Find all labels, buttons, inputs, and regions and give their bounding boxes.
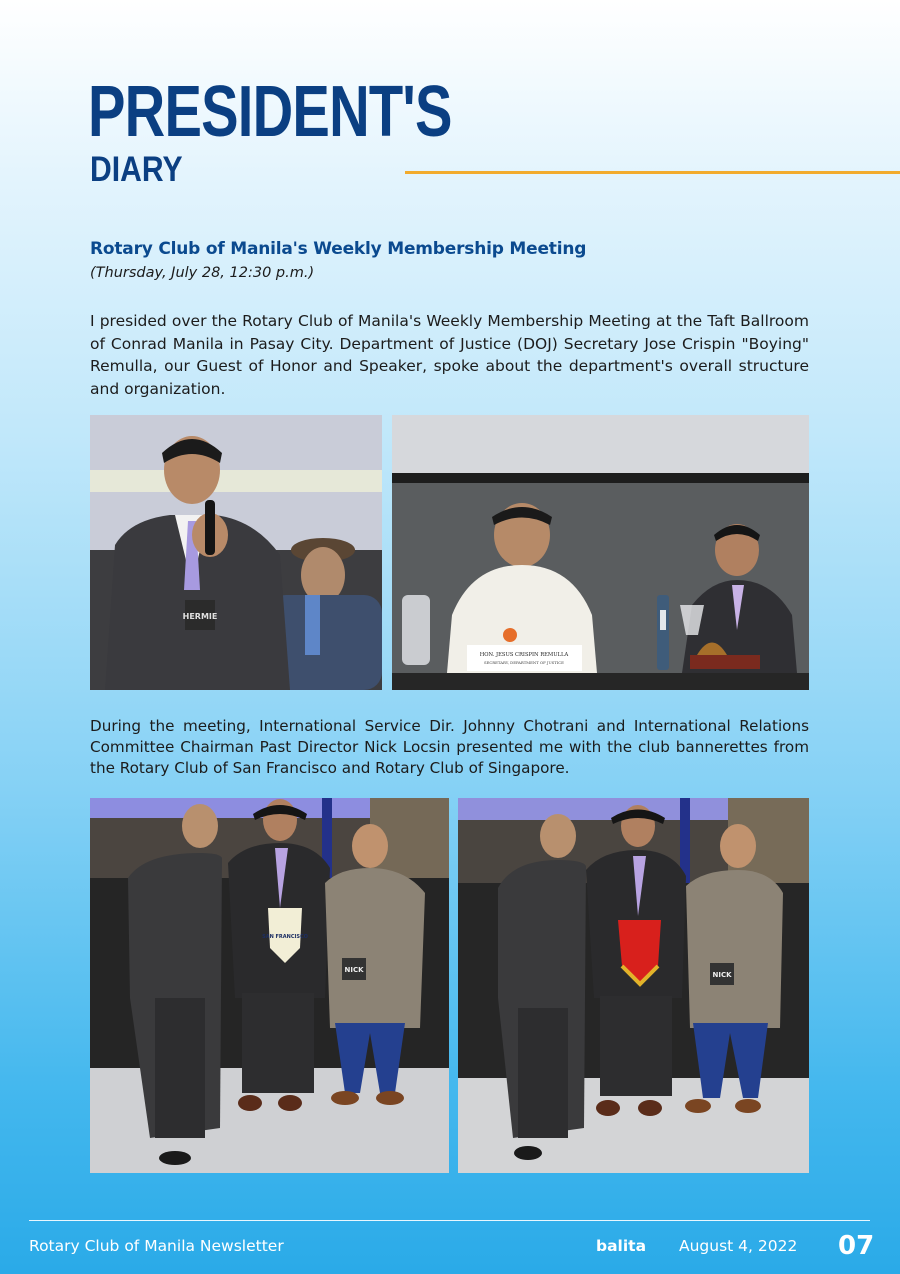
photo-guest-of-honor (392, 415, 809, 690)
footer-publication-name: Rotary Club of Manila Newsletter (29, 1237, 284, 1255)
article-date: (Thursday, July 28, 12:30 p.m.) (90, 265, 315, 281)
photo-4-badge-text: NICK (712, 971, 732, 979)
photo-1-badge-text: HERMIE (182, 612, 218, 621)
article-paragraph-1: I presided over the Rotary Club of Manila's Weekly Membership Meeting at the Taft Ballroom of Conrad Manila in Pasay City. Department of Justice (DOJ) Secretary Jose Crispin "Boying" Remulla, our Guest of Honor and Speaker, spoke about the department's overall structure and organization. (90, 312, 809, 398)
article-heading: Rotary Club of Manila's Weekly Membership Meeting (90, 239, 587, 259)
page-title: PRESIDENT'S (88, 72, 452, 152)
photo-president-speaking (90, 415, 382, 690)
footer-divider (29, 1220, 870, 1221)
photo-3-badge-text: NICK (344, 966, 364, 974)
footer-brand: balita (596, 1237, 647, 1255)
article-paragraph-2: During the meeting, International Service Dir. Johnny Chotrani and International Relations Committee Chairman Past Director Nick Locsin presented me with the club bannerettes from the Rotary Club of San Francisco and Rotary Club of Singapore. (90, 717, 809, 777)
photo-bannerette-singapore (458, 798, 809, 1173)
photo-3-banner-text: SAN FRANCISCO (262, 934, 308, 940)
page-number: 07 (838, 1231, 875, 1261)
photo-bannerette-san-francisco (90, 798, 449, 1173)
photo-2-nameplate-line-2: SECRETARY, DEPARTMENT OF JUSTICE (484, 660, 564, 665)
photo-2-nameplate-line-1: HON. JESUS CRISPIN REMULLA (479, 652, 569, 658)
page-subtitle: DIARY (90, 150, 183, 189)
title-divider (405, 171, 900, 174)
footer-issue-date: August 4, 2022 (679, 1237, 798, 1255)
